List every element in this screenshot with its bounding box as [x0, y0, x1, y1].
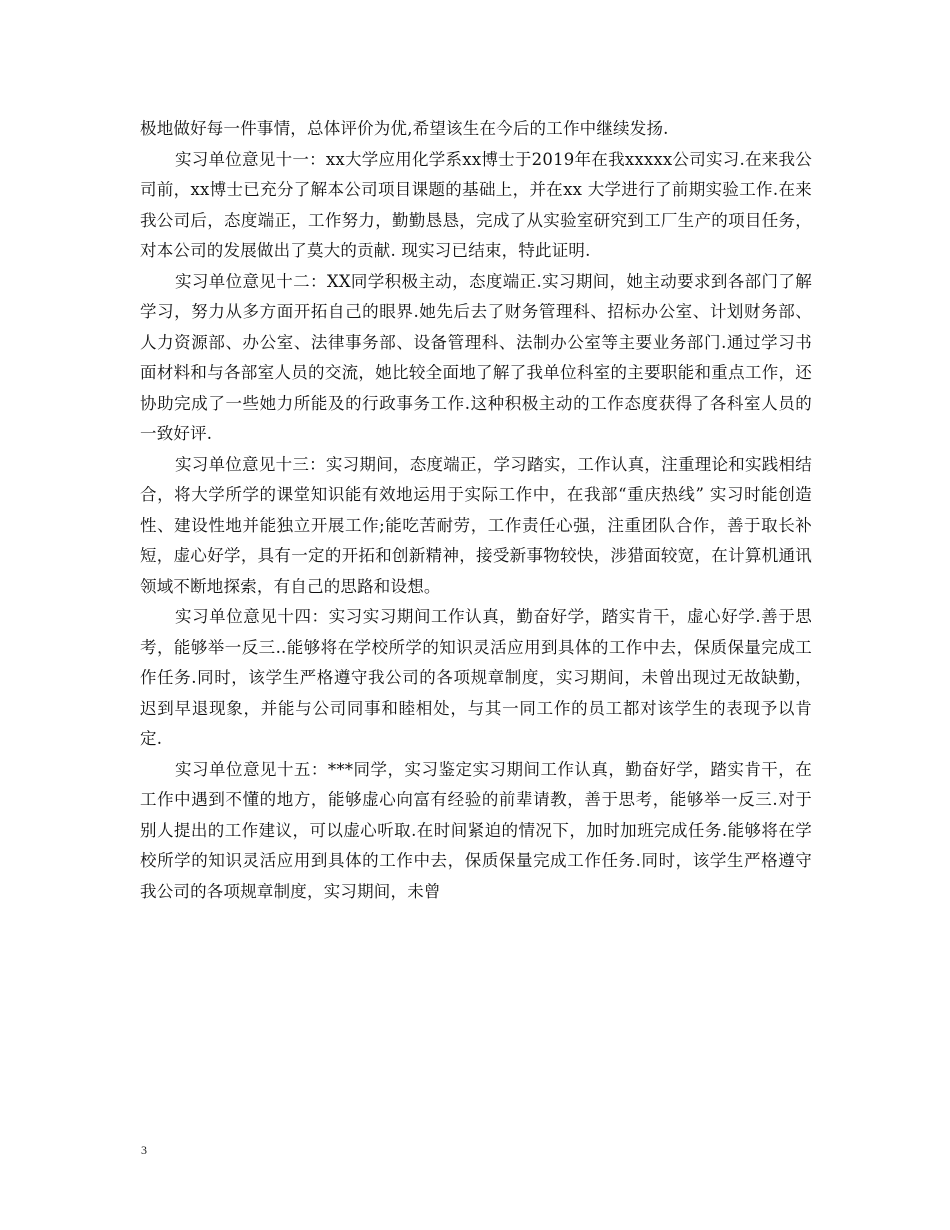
paragraph-opinion-12: 实习单位意见十二：XX同学积极主动，态度端正.实习期间，她主动要求到各部门了解学习，努力从多方面开拓自己的眼界.她先后去了财务管理科、招标办公室、计划财务部、人力资源部、办公室、法律事务部、设备管理科、法制办公室等主要业务部门.通过学习书面材料和与各部室人员的交流，她比较全面地了解了我单位科室的主要职能和重点工作，还协助完成了一些她力所能及的行政事务工作.这种积极主动的工作态度获得了各科室人员的一致好评. [140, 271, 812, 443]
document-body [140, 114, 812, 907]
paragraph-opinion-15: 实习单位意见十五：***同学，实习鉴定实习期间工作认真，勤奋好学，踏实肯干，在工作中遇到不懂的地方，能够虚心向富有经验的前辈请教，善于思考，能够举一反三.对于别人提出的工作建议，可以虚心听取.在时间紧迫的情况下，加时加班完成任务.能够将在学校所学的知识灵活应用到具体的工作中去，保质保量完成工作任务.同时，该学生严格遵守我公司的各项规章制度，实习期间，未曾 [140, 759, 812, 901]
paragraph-continuation: 极地做好每一件事情，总体评价为优,希望该生在今后的工作中继续发扬. [140, 119, 669, 138]
page-number: 3 [141, 1143, 147, 1157]
paragraph-opinion-14: 实习单位意见十四：实习实习期间工作认真，勤奋好学，踏实肯干，虚心好学.善于思考，能够举一反三..能够将在学校所学的知识灵活应用到具体的工作中去，保质保量完成工作任务.同时，该学生严格遵守我公司的各项规章制度，实习期间，未曾出现过无故缺勤，迟到早退现象，并能与公司同事和睦相处，与其一同工作的员工都对该学生的表现予以肯定. [140, 607, 812, 748]
paragraph-opinion-13: 实习单位意见十三：实习期间，态度端正，学习踏实，工作认真，注重理论和实践相结合，将大学所学的课堂知识能有效地运用于实际工作中，在我部“重庆热线” 实习时能创造性、建设性地并能独立开展工作;能吃苦耐劳，工作责任心强，注重团队合作，善于取长补短，虚心好学，具有一定的开拓和创新精神，接受新事物较快，涉猎面较宽，在计算机通讯领域不断地探索，有自己的思路和设想。 [140, 454, 812, 596]
paragraph-opinion-11: 实习单位意见十一：xx大学应用化学系xx博士于2019年在我xxxxx公司实习.在来我公司前，xx博士已充分了解本公司项目课题的基础上，并在xx 大学进行了前期实验工作.在来我公司后，态度端正，工作努力，勤勤恳恳，完成了从实验室研究到工厂生产的项目任务，对本公司的发展做出了莫大的贡献. 现实习已结束，特此证明. [140, 149, 812, 260]
